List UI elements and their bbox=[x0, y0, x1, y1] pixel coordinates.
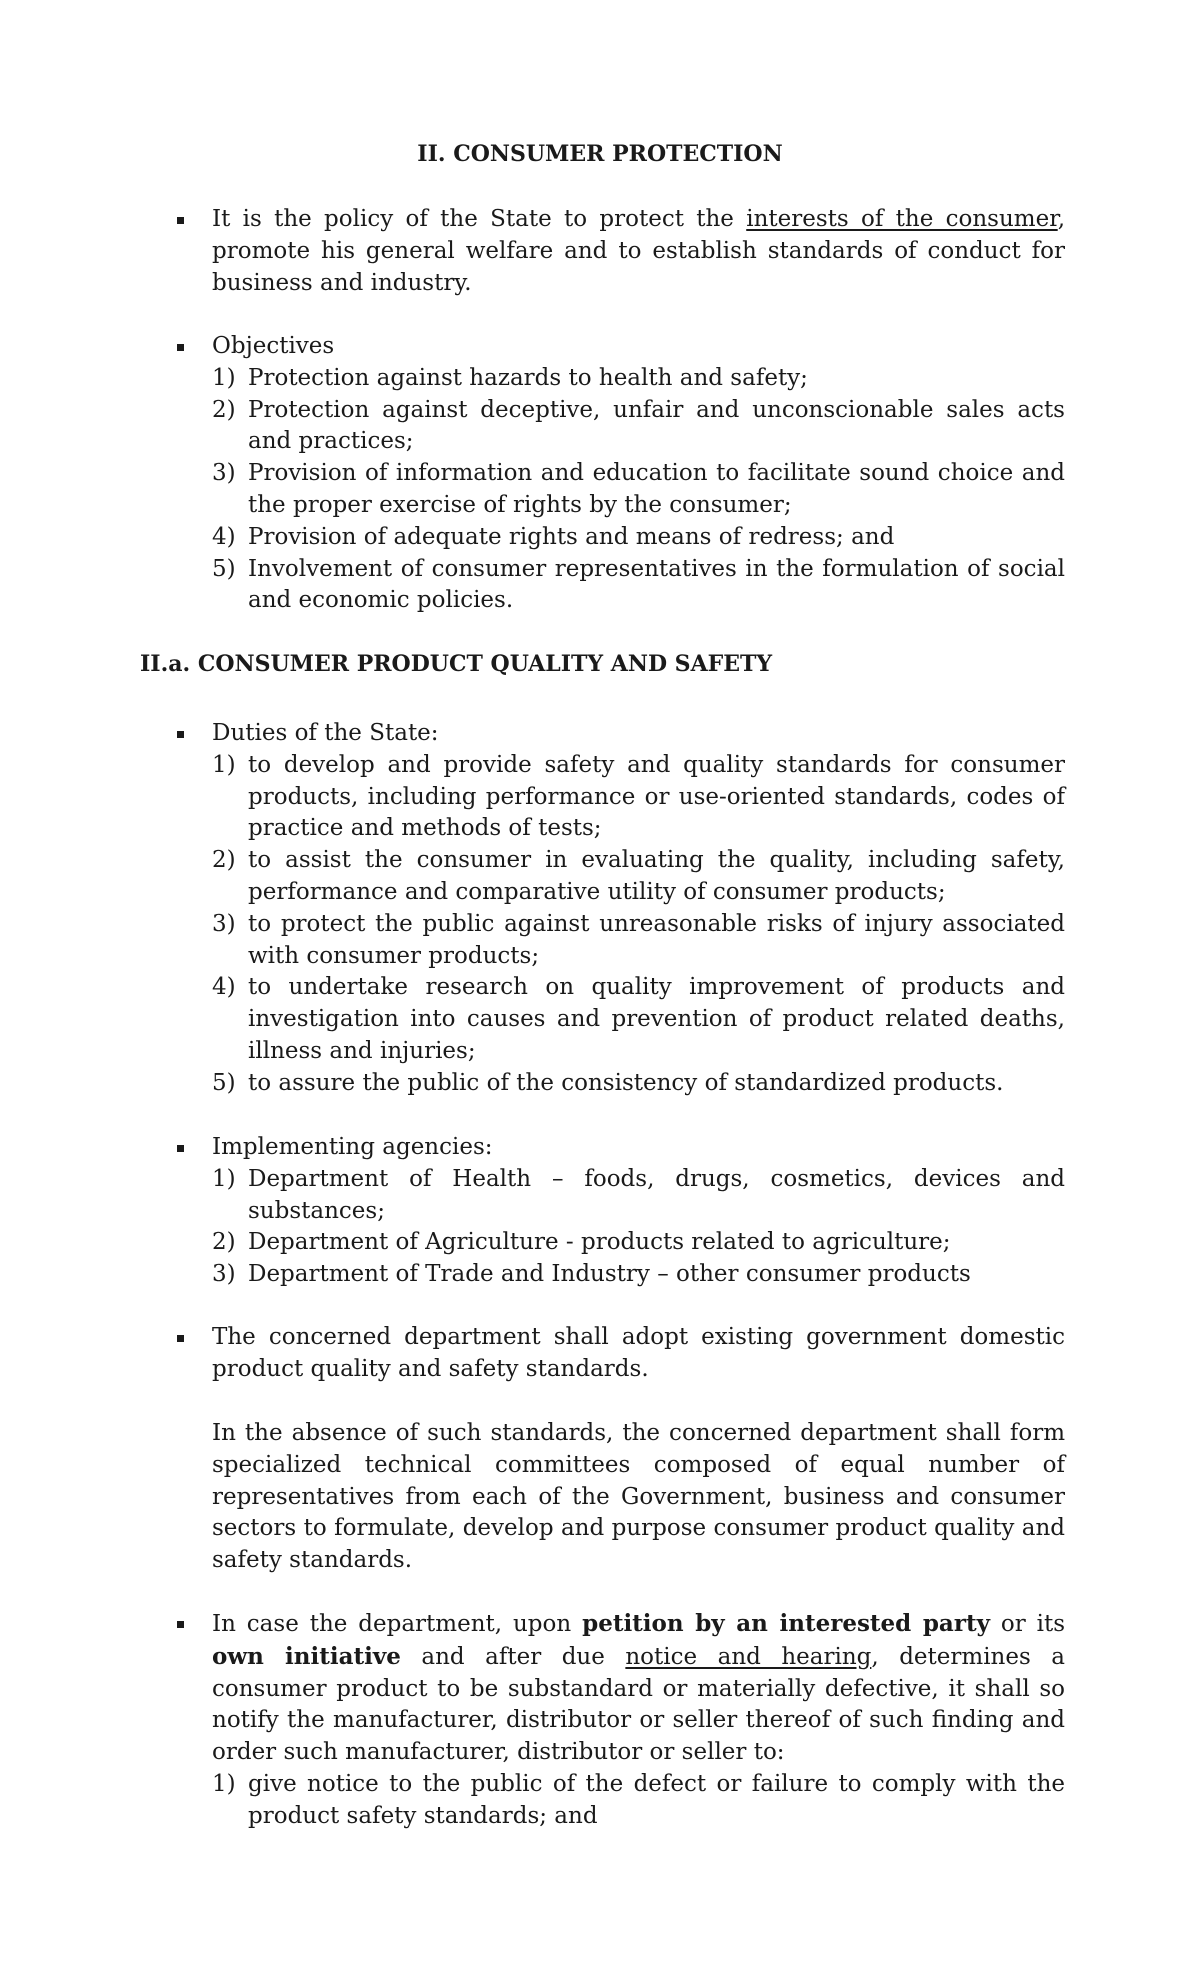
list-text: Department of Agriculture - products related to agriculture; bbox=[248, 1229, 951, 1256]
list-item bbox=[180, 750, 1065, 845]
page-title: II. CONSUMER PROTECTION bbox=[417, 141, 783, 167]
list-item bbox=[180, 1068, 1065, 1100]
policy-text bbox=[180, 204, 1065, 299]
list-item bbox=[180, 1259, 1065, 1291]
list-text: Department of Trade and Industry – other consumer products bbox=[248, 1261, 971, 1288]
list-text: to assure the public of the consistency of standardized products. bbox=[248, 1069, 1004, 1096]
petition-bold-phrase: own initiative bbox=[212, 1642, 401, 1670]
list-item bbox=[180, 458, 1065, 522]
duties-label: Duties of the State: bbox=[212, 720, 439, 746]
list-item bbox=[180, 363, 1065, 395]
list-item bbox=[180, 1227, 1065, 1259]
petition-bullet bbox=[180, 1608, 1065, 1833]
list-number: 1) bbox=[212, 364, 236, 391]
list-item bbox=[180, 1769, 1065, 1833]
list-item bbox=[180, 395, 1065, 459]
policy-underlined-phrase: interests of the consumer bbox=[746, 206, 1058, 232]
list-number: 3) bbox=[212, 910, 236, 937]
list-number: 4) bbox=[212, 974, 236, 1001]
list-number: 2) bbox=[212, 1229, 236, 1256]
petition-text-part: In case the department, upon bbox=[212, 1611, 583, 1637]
list-text: Protection against hazards to health and safety; bbox=[248, 364, 808, 391]
list-number: 4) bbox=[212, 523, 236, 550]
list-item bbox=[180, 522, 1065, 554]
list-item bbox=[180, 1164, 1065, 1228]
bullet-marker bbox=[177, 217, 184, 224]
standards-paragraph: In the absence of such standards, the concerned department shall form specialized technical committees composed of equal number of representatives from each of the Government, business and consumer sectors to formulate, develop and purpose consumer product quality and safety standards. bbox=[212, 1420, 1065, 1574]
list-text: Involvement of consumer representatives in the formulation of social and economic policies. bbox=[248, 555, 1065, 614]
petition-bold-phrase: petition by an interested party bbox=[582, 1610, 990, 1637]
list-number: 3) bbox=[212, 460, 236, 487]
policy-text-part: , promote his general welfare and to establish standards of conduct for business and industry. bbox=[212, 206, 1065, 296]
bullet-marker bbox=[177, 1145, 184, 1152]
duties-bullet bbox=[180, 718, 1065, 1100]
list-text: Protection against deceptive, unfair and unconscionable sales acts and practices; bbox=[248, 396, 1065, 455]
list-text: to undertake research on quality improvement of products and investigation into causes and prevention of product related deaths, illness and injuries; bbox=[248, 974, 1065, 1064]
list-text: Provision of information and education to facilitate sound choice and the proper exercise of rights by the consumer; bbox=[248, 460, 1065, 518]
policy-text-part: It is the policy of the State to protect the bbox=[212, 206, 747, 232]
list-item bbox=[180, 972, 1065, 1067]
list-text: Provision of adequate rights and means of redress; and bbox=[248, 523, 895, 550]
section-heading: II.a. CONSUMER PRODUCT QUALITY AND SAFETY bbox=[140, 651, 773, 677]
list-number: 1) bbox=[212, 1165, 236, 1192]
objectives-bullet bbox=[180, 331, 1065, 617]
bullet-marker bbox=[177, 731, 184, 738]
standards-paragraph-block bbox=[180, 1418, 1065, 1577]
objectives-label: Objectives bbox=[212, 333, 335, 359]
list-number: 3) bbox=[212, 1261, 236, 1288]
policy-bullet bbox=[180, 204, 1065, 299]
list-text: to develop and provide safety and quality standards for consumer products, including performance or use-oriented standards, codes of practice and methods of tests; bbox=[248, 751, 1065, 842]
list-number: 2) bbox=[212, 396, 236, 423]
bullet-marker bbox=[177, 344, 184, 351]
list-item bbox=[180, 909, 1065, 973]
list-number: 1) bbox=[212, 751, 236, 778]
list-item bbox=[180, 845, 1065, 909]
list-number: 5) bbox=[212, 555, 236, 582]
petition-text-part: and after due bbox=[400, 1643, 626, 1670]
list-number: 1) bbox=[212, 1770, 236, 1797]
bullet-marker bbox=[177, 1335, 184, 1342]
list-text: Department of Health – foods, drugs, cosmetics, devices and substances; bbox=[248, 1165, 1065, 1224]
petition-underlined-phrase: notice and hearing bbox=[625, 1643, 872, 1670]
list-text: to assist the consumer in evaluating the quality, including safety, performance and comparative utility of consumer products; bbox=[248, 847, 1065, 905]
agencies-label: Implementing agencies: bbox=[212, 1134, 493, 1160]
list-number: 2) bbox=[212, 847, 236, 874]
list-text: give notice to the public of the defect or failure to comply with the product safety standards; and bbox=[248, 1770, 1065, 1829]
list-text: to protect the public against unreasonable risks of injury associated with consumer products; bbox=[248, 910, 1065, 969]
petition-text-part: , determines a consumer product to be substandard or materially defective, it shall so notify the manufacturer, distributor or seller thereof of such finding and order such manufacturer, distributor or seller to: bbox=[212, 1643, 1065, 1766]
agencies-bullet bbox=[180, 1132, 1065, 1291]
standards-bullet bbox=[180, 1322, 1065, 1386]
petition-text bbox=[180, 1608, 1065, 1769]
standards-text: The concerned department shall adopt existing government domestic product quality and safety standards. bbox=[212, 1324, 1065, 1382]
list-number: 5) bbox=[212, 1069, 236, 1096]
list-item bbox=[180, 554, 1065, 618]
petition-text-part: or its bbox=[989, 1611, 1066, 1637]
bullet-marker bbox=[177, 1621, 184, 1628]
